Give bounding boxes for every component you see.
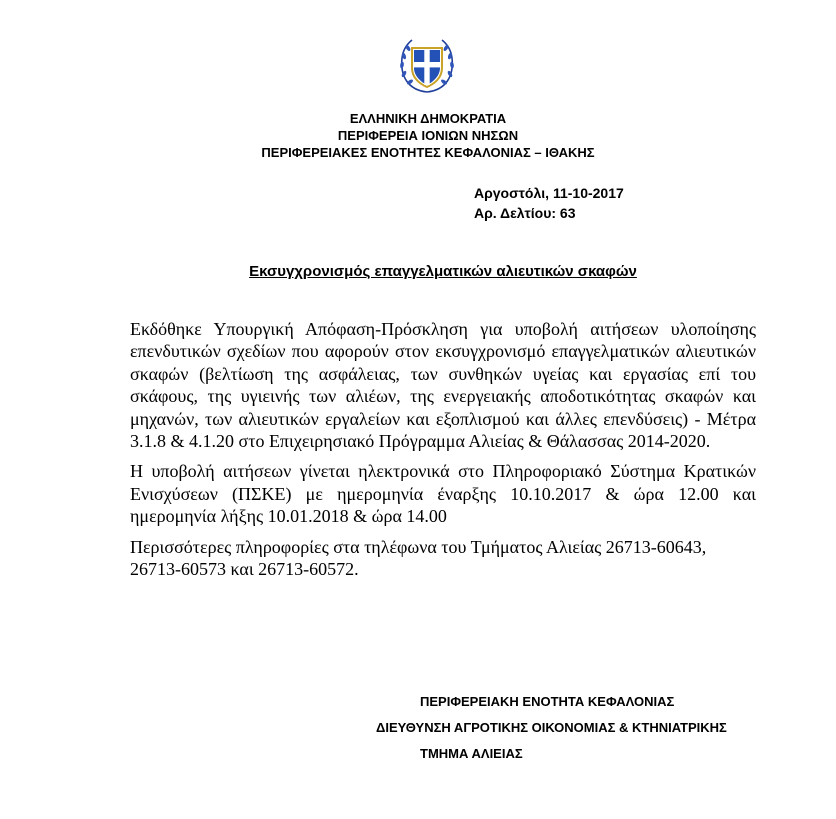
- signature-department: ΤΜΗΜΑ ΑΛΙΕΙΑΣ: [420, 746, 523, 761]
- signature-directorate: ΔΙΕΥΘΥΝΣΗ ΑΓΡΟΤΙΚΗΣ ΟΙΚΟΝΟΜΙΑΣ & ΚΤΗΝΙΑΤΡΙΚΗΣ: [376, 720, 727, 735]
- document-title: Εκσυγχρονισμός επαγγελματικών αλιευτικών σκαφών: [249, 263, 637, 280]
- signature-unit: ΠΕΡΙΦΕΡΕΙΑΚΗ ΕΝΟΤΗΤΑ ΚΕΦΑΛΟΝΙΑΣ: [420, 694, 675, 709]
- body-paragraph: Εκδόθηκε Υπουργική Απόφαση-Πρόσκληση για υποβολή αιτήσεων υλοποίησης επενδυτικών σχεδίων που αφορούν στον εκσυγχρονισμό επαγγελματικών αλιευτικών σκαφών (βελτίωση της ασφάλειας, των συνθηκών υγείας και εργασίας επί του σκάφους, της υγιεινής των αλιέων, της ενεργειακής αποδοτικότητας σκαφών και μηχανών, των αλιευτικών εργαλείων και εξοπλισμού και άλλες επενδύσεις) - Μέτρα 3.1.8 & 4.1.20 στο Επιχειρησιακό Πρόγραμμα Αλιείας & Θάλασσας 2014-2020.: [130, 319, 756, 452]
- place-date: Αργοστόλι, 11-10-2017: [474, 185, 624, 201]
- header-line-units: ΠΕΡΙΦΕΡΕΙΑΚΕΣ ΕΝΟΤΗΤΕΣ ΚΕΦΑΛΟΝΙΑΣ – ΙΘΑΚΗΣ: [261, 145, 595, 160]
- issuer-header: [150, 110, 706, 161]
- greek-coat-of-arms-icon: [396, 34, 458, 96]
- body-paragraph: Η υποβολή αιτήσεων γίνεται ηλεκτρονικά στο Πληροφοριακό Σύστημα Κρατικών Ενισχύσεων (ΠΣΚΕ) με ημερομηνία έναρξης 10.10.2017 & ώρα 12.00 και ημερομηνία λήξης 10.01.2018 & ώρα 14.00: [130, 461, 756, 527]
- document-meta: [474, 183, 624, 223]
- header-line-republic: ΕΛΛΗΝΙΚΗ ΔΗΜΟΚΡΑΤΙΑ: [349, 111, 507, 126]
- signature-block: [376, 689, 786, 767]
- document-body: [130, 318, 756, 588]
- body-paragraph: Περισσότερες πληροφορίες στα τηλέφωνα του Τμήματος Αλιείας 26713-60643, 26713-60573 και 26713-60572.: [130, 536, 707, 580]
- header-line-region: ΠΕΡΙΦΕΡΕΙΑ ΙΟΝΙΩΝ ΝΗΣΩΝ: [337, 128, 519, 143]
- bulletin-number: Αρ. Δελτίου: 63: [474, 205, 576, 221]
